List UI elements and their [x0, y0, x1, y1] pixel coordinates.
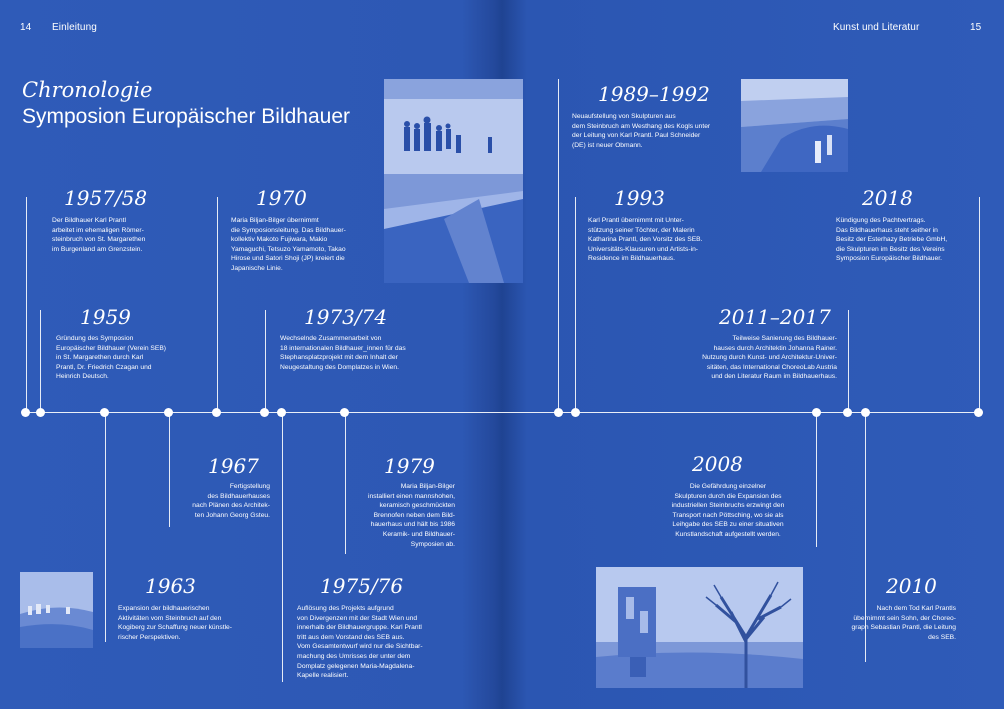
event-text: Fertigstellung des Bildhauerhauses nach Plänen des Architek- ten Johann Georg Gsteu.: [192, 483, 270, 519]
right-page-number: 15: [970, 22, 982, 33]
event-text: Gründung des Symposion Europäischer Bildhauer (Verein SEB) in St. Margarethen durch Karl Prantl, Dr. Friedrich Czagan und Heinrich Deutsch.: [56, 335, 167, 381]
event-year: 1993: [614, 186, 665, 210]
timeline-dot: [340, 408, 349, 417]
event-year: 1979: [384, 454, 435, 478]
connector-1989: [558, 79, 559, 412]
event-text: Die Gefährdung einzelner Skulpturen durch die Expansion des industriellen Steinbruchs erzwingt den Transport nach Pöttsching, wo sie als Leihgabe des SEB zu einer situativen Kunstlandschaft aufgestellt werden.: [671, 483, 785, 538]
event-year: 2018: [862, 186, 913, 210]
page-title-subtitle: Symposion Europäischer Bildhauer: [22, 105, 351, 128]
left-section-title: Einleitung: [52, 22, 97, 33]
timeline-dot: [843, 408, 852, 417]
event-text: Nach dem Tod Karl Prantls übernimmt sein Sohn, der Choreo- graph Sebastian Prantl, die Leitung des SEB.: [851, 605, 956, 641]
timeline-dot: [812, 408, 821, 417]
timeline-dot: [36, 408, 45, 417]
event-year: 2010: [886, 574, 937, 598]
event-year: 2011–2017: [719, 305, 831, 329]
event-text: Neuaufstellung von Skulpturen aus dem Steinbruch am Westhang des Kogls unter der Leitung von Karl Prantl. Paul Schneider (DE) ist neuer Obmann.: [572, 113, 711, 149]
event-text: Kündigung des Pachtvertrags. Das Bildhauerhaus steht seither in Besitz der Esterhazy Betriebe GmbH, die Skulpturen im Besitz des Vereins Symposion Europäischer Bildhauer.: [836, 217, 948, 263]
connector-1959: [40, 310, 41, 412]
event-year: 2008: [692, 452, 743, 476]
event-year: 1967: [208, 454, 259, 478]
timeline-dot: [212, 408, 221, 417]
event-text: Karl Prantl übernimmt mit Unter- stützung seiner Töchter, der Malerin Katharina Prantl, den Vorsitz des SEB. Universitäts-Klausuren und Artists-in- Residence im Bildhauerhaus.: [588, 217, 703, 263]
timeline-dot: [861, 408, 870, 417]
timeline-dot: [260, 408, 269, 417]
connector-1975: [282, 412, 283, 682]
left-page-number: 14: [20, 22, 32, 33]
connector-1973: [265, 310, 266, 412]
event-year: 1973/74: [304, 305, 388, 329]
timeline-dot: [21, 408, 30, 417]
connector-2008: [816, 412, 817, 547]
photo-block-sculpture-tree: [596, 567, 803, 688]
timeline-dot: [277, 408, 286, 417]
event-text: Auflösung des Projekts aufgrund von Divergenzen mit der Stadt Wien und innerhalb der Bildhauergruppe. Karl Prantl tritt aus dem Vorstand des SEB aus. Vom Gesamtentwurf wird nur die Sichtbar- machung des Umrisses der unter dem Domplatz gelegenen Maria-Magdalena- Kapelle realisiert.: [297, 605, 423, 680]
event-text: Maria Biljan-Bilger installiert einen mannshohen, keramisch geschmückten Brennofen neben dem Bild- hauerhaus und hält bis 1986 Keramik- und Bildhauer- Symposien ab.: [368, 483, 455, 548]
event-text: Wechselnde Zusammenarbeit von 18 internationalen Bildhauer_innen für das Stephansplatzprojekt mit dem Inhalt der Neugestaltung des Domplatzes in Wien.: [280, 335, 406, 371]
event-year: 1975/76: [320, 574, 404, 598]
connector-1957: [26, 197, 27, 412]
timeline-dot: [571, 408, 580, 417]
connector-2011: [848, 310, 849, 412]
right-section-title: Kunst und Literatur: [833, 22, 920, 33]
event-text: Der Bildhauer Karl Prantl arbeitet im ehemaligen Römer- steinbruch von St. Margarethen im Burgenland am Grenzstein.: [52, 217, 146, 253]
connector-1993: [575, 197, 576, 412]
event-year: 1963: [145, 574, 196, 598]
event-year: 1957/58: [64, 186, 148, 210]
event-text: Maria Biljan-Bilger übernimmt die Symposionsleitung. Das Bildhauer- kollektiv Makoto Fujiwara, Makio Yamaguchi, Tetsuzo Yamamoto, Takao Hirose und Satori Shoji (JP) kreiert die Japanische Linie.: [231, 217, 346, 272]
page-title-chronologie: Chronologie: [22, 78, 153, 102]
connector-1963: [105, 412, 106, 642]
photo-hillside-sculptures: [741, 79, 848, 172]
event-text: Expansion der bildhauerischen Aktivitäten vom Steinbruch auf den Kogiberg zur Schaffung neuer künstle- rischer Perspektiven.: [118, 605, 233, 641]
connector-1970: [217, 197, 218, 412]
photo-kogiberg: [20, 572, 93, 648]
timeline-dot: [164, 408, 173, 417]
event-year: 1989–1992: [598, 82, 710, 106]
photo-quarry-group: [384, 79, 523, 283]
event-year: 1970: [256, 186, 307, 210]
timeline-dot: [974, 408, 983, 417]
timeline-dot: [554, 408, 563, 417]
timeline-dot: [100, 408, 109, 417]
event-text: Teilweise Sanierung des Bildhauer- hauses durch Architektin Johanna Rainer. Nutzung durch Kunst- und Architektur-Univer- sitäten, das International ChoreoLab Austria und den Literatur Raum im Bildhauerhaus.: [702, 335, 837, 381]
event-year: 1959: [80, 305, 131, 329]
